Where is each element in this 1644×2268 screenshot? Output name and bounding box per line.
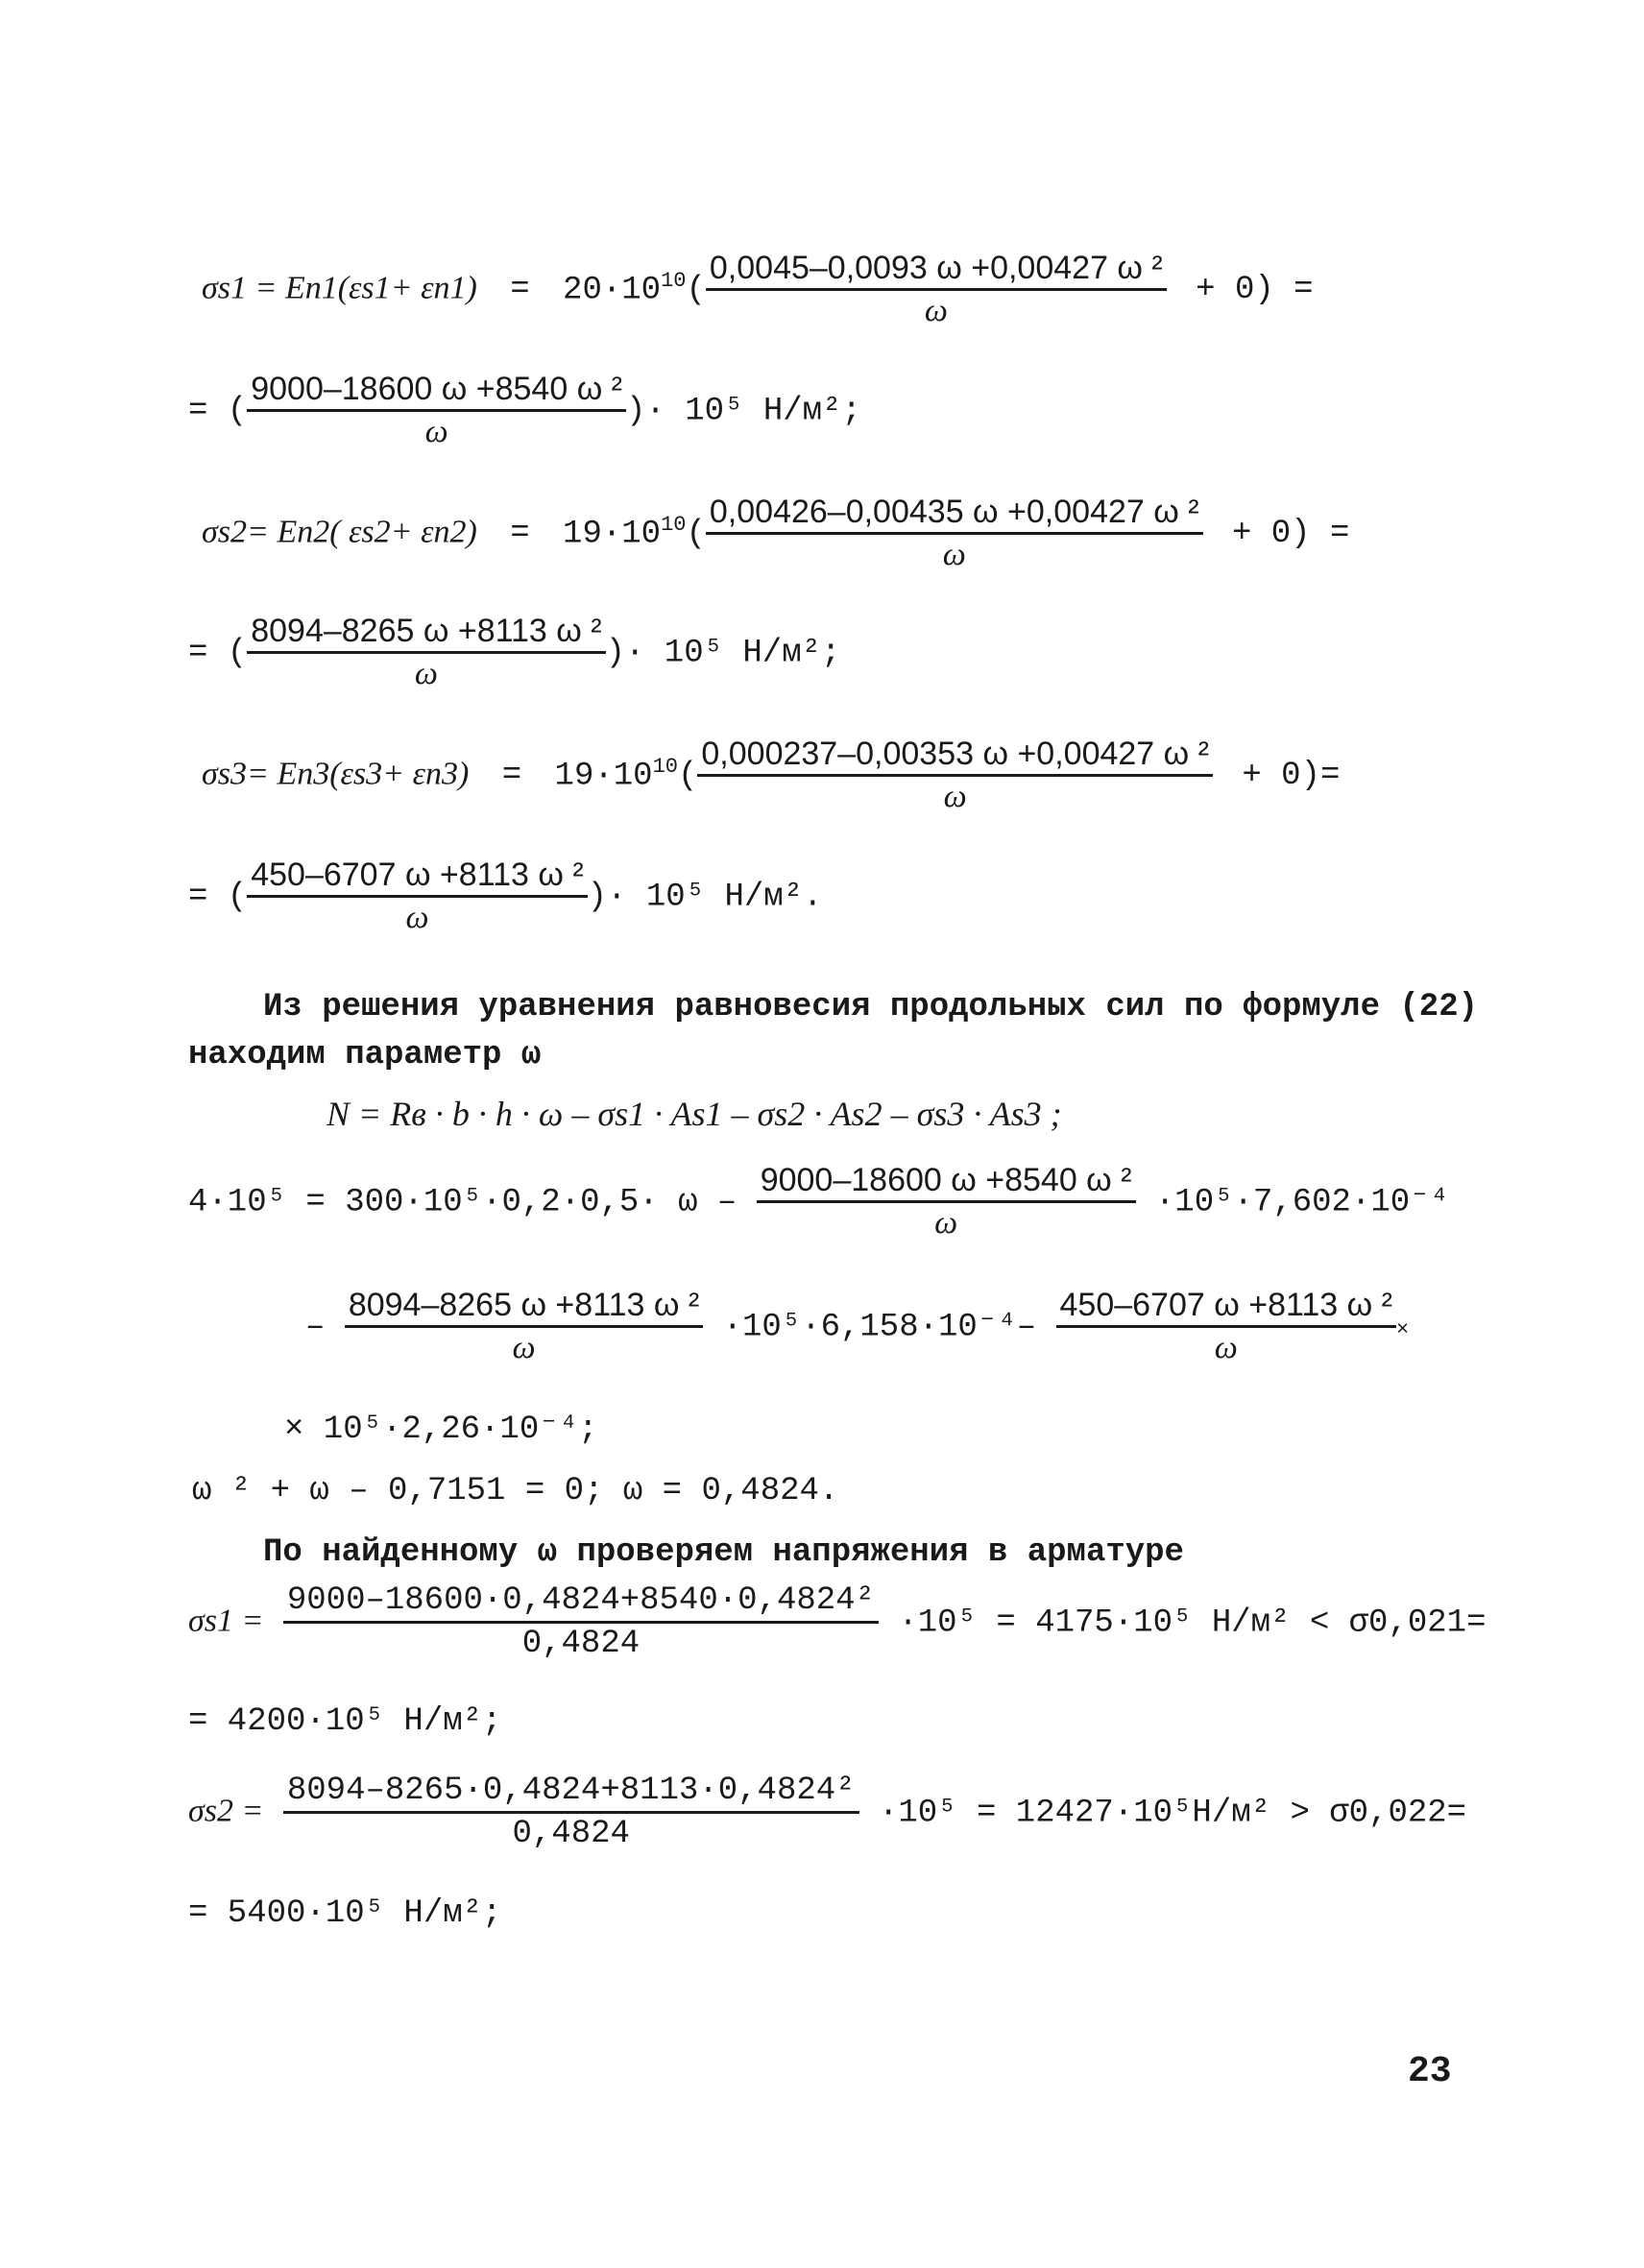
eq1r-lead: = ( xyxy=(188,393,248,430)
equation-equilibrium-N: N = Rв · b · h · ω – σs1 · As1 – σs2 · As2 – σs3 · As3 ; xyxy=(326,1095,1062,1133)
chk2-tail: ·10⁵ = 12427·10⁵Н/м² > σ0,022= xyxy=(878,1795,1467,1832)
chk1-numerator: 9000–18600·0,4824+8540·0,4824² xyxy=(283,1584,879,1624)
equation-quadratic: ω ² + ω – 0,7151 = 0; ω = 0,4824. xyxy=(192,1473,839,1509)
chk1-denominator: 0,4824 xyxy=(521,1626,641,1662)
chk1-fraction xyxy=(283,1584,879,1660)
paragraph-check: По найденному ω проверяем напряжения в арматуре xyxy=(263,1534,1184,1571)
chk1-lhs: σs1 = xyxy=(188,1603,264,1639)
eq1r-fraction xyxy=(247,373,626,448)
eq1-coef: 20·10 xyxy=(563,272,662,309)
equation-substituted-line2 xyxy=(305,1289,1409,1364)
eq5-denominator-2: ω xyxy=(1214,1330,1238,1365)
eq3-denominator: ω xyxy=(943,779,967,814)
eq2r-denominator: ω xyxy=(414,656,438,691)
eq2-numerator: 0,00426–0,00435 ω +0,00427 ω ² xyxy=(706,495,1203,535)
eq1-coef-exp: 10 xyxy=(661,269,687,294)
eq5-numerator-2: 450–6707 ω +8113 ω ² xyxy=(1056,1289,1396,1328)
equation-sigma-s2-result xyxy=(188,615,840,690)
eq5-tail: × xyxy=(1395,1317,1410,1342)
eq5-numerator-1: 8094–8265 ω +8113 ω ² xyxy=(345,1289,703,1328)
equation-sigma-s1: $\sigma s1 = En1(\varepsilon s1+ \varepsilon n1) = 20\cdot 10^{10}$( $\frac{\text{0,0045–0,0093 ω +0,00427 ω ²}}{\omega}$ + 0) = xyxy=(202,250,1314,328)
eq2-denominator: ω xyxy=(942,537,966,572)
eq3-lhs: σs3= En3(εs3+ εn3) xyxy=(202,756,470,792)
eq3r-numerator: 450–6707 ω +8113 ω ² xyxy=(247,858,587,898)
equation-sigma-s3-result xyxy=(188,858,823,934)
eq3-tail: + 0)= xyxy=(1242,758,1341,795)
eq1-lhs: σs1 = En1(εs1+ εn1) xyxy=(202,270,477,306)
eq1-denominator: ω xyxy=(924,293,948,328)
eq3r-denominator: ω xyxy=(405,900,429,935)
eq2-coef-exp: 10 xyxy=(661,513,687,538)
paragraph-equilibrium-line1: Из решения уравнения равновесия продольных сил по формуле (22) xyxy=(263,989,1479,1025)
eq2-lhs: σs2= En2( εs2+ εn2) xyxy=(202,514,477,550)
equation-check-s2-limit: = 5400·10⁵ Н/м²; xyxy=(188,1895,502,1932)
equation-substituted-line1 xyxy=(188,1164,1449,1240)
eq4-lhs: 4·10⁵ = 300·10⁵·0,2·0,5· ω – xyxy=(188,1184,737,1221)
eq1-numerator: 0,0045–0,0093 ω +0,00427 ω ² xyxy=(706,252,1167,291)
chk2-numerator: 8094–8265·0,4824+8113·0,4824² xyxy=(283,1774,859,1814)
eq1-tail: + 0) = xyxy=(1196,272,1314,309)
eq3-fraction xyxy=(697,737,1213,813)
eq2-fraction xyxy=(706,495,1203,571)
eq3-coef-exp: 10 xyxy=(652,755,678,780)
eq5-denominator-1: ω xyxy=(512,1330,536,1365)
equation-sigma-s2: σs2= En2( $\varepsilon s2+ \varepsilon n2) = 19\cdot 10^{10}$( $\frac{\text{0,00426–0,00435 ω +0,00427 ω ²}}{\omega}$ + 0) = xyxy=(202,494,1350,572)
page-number: 23 xyxy=(1408,2051,1452,2092)
eq1r-numerator: 9000–18600 ω +8540 ω ² xyxy=(247,373,626,412)
chk2-denominator: 0,4824 xyxy=(512,1816,630,1852)
eq5-lead: – xyxy=(305,1309,326,1346)
eq2r-lead: = ( xyxy=(188,635,248,672)
equation-sigma-s3: $\sigma s3= En3(\varepsilon s3+ \varepsilon n3) = 19\cdot 10^{10}$( $\frac{\text{0,000237–0,00353 ω +0,00427 ω ²}}{\omega}$ + 0)= xyxy=(202,736,1341,814)
eq1r-denominator: ω xyxy=(424,414,448,449)
eq1-equals: = xyxy=(510,272,530,309)
eq5-mid: ·10⁵·6,158·10⁻⁴– xyxy=(722,1309,1037,1346)
eq3-equals: = xyxy=(501,758,522,795)
chk1-tail: ·10⁵ = 4175·10⁵ Н/м² < σ0,021= xyxy=(898,1604,1487,1642)
eq5-fraction-1 xyxy=(345,1289,703,1364)
eq4-fraction xyxy=(757,1164,1136,1240)
eq2-tail: + 0) = xyxy=(1231,516,1350,553)
equation-substituted-line3: × 10⁵·2,26·10⁻⁴; xyxy=(284,1411,598,1448)
eq3r-fraction xyxy=(247,858,587,934)
eq3-coef: 19·10 xyxy=(554,758,653,795)
equation-check-s2 xyxy=(188,1774,1466,1850)
equation-check-s1-limit: = 4200·10⁵ Н/м²; xyxy=(188,1703,502,1740)
eq2r-numerator: 8094–8265 ω +8113 ω ² xyxy=(247,615,605,654)
eq1-fraction xyxy=(706,252,1167,327)
eq2-coef: 19·10 xyxy=(563,516,662,553)
eq3-numerator: 0,000237–0,00353 ω +0,00427 ω ² xyxy=(697,737,1213,777)
paragraph-equilibrium-line2: находим параметр ω xyxy=(188,1037,542,1074)
eq4-numerator: 9000–18600 ω +8540 ω ² xyxy=(757,1164,1136,1203)
eq5-fraction-2 xyxy=(1056,1289,1396,1364)
chk2-lhs: σs2 = xyxy=(188,1793,264,1829)
eq1r-tail: )· 10⁵ Н/м²; xyxy=(626,393,861,430)
equation-sigma-s1-result xyxy=(188,373,861,448)
eq2r-tail: )· 10⁵ Н/м²; xyxy=(605,635,841,672)
eq3r-lead: = ( xyxy=(188,879,248,916)
eq2r-fraction xyxy=(247,615,605,690)
equation-check-s1 xyxy=(188,1584,1486,1660)
eq4-tail: ·10⁵·7,602·10⁻⁴ xyxy=(1154,1184,1450,1221)
eq4-denominator: ω xyxy=(934,1205,958,1241)
chk2-fraction xyxy=(283,1774,859,1850)
eq2-equals: = xyxy=(510,516,530,553)
eq3r-tail: )· 10⁵ Н/м². xyxy=(587,879,823,916)
